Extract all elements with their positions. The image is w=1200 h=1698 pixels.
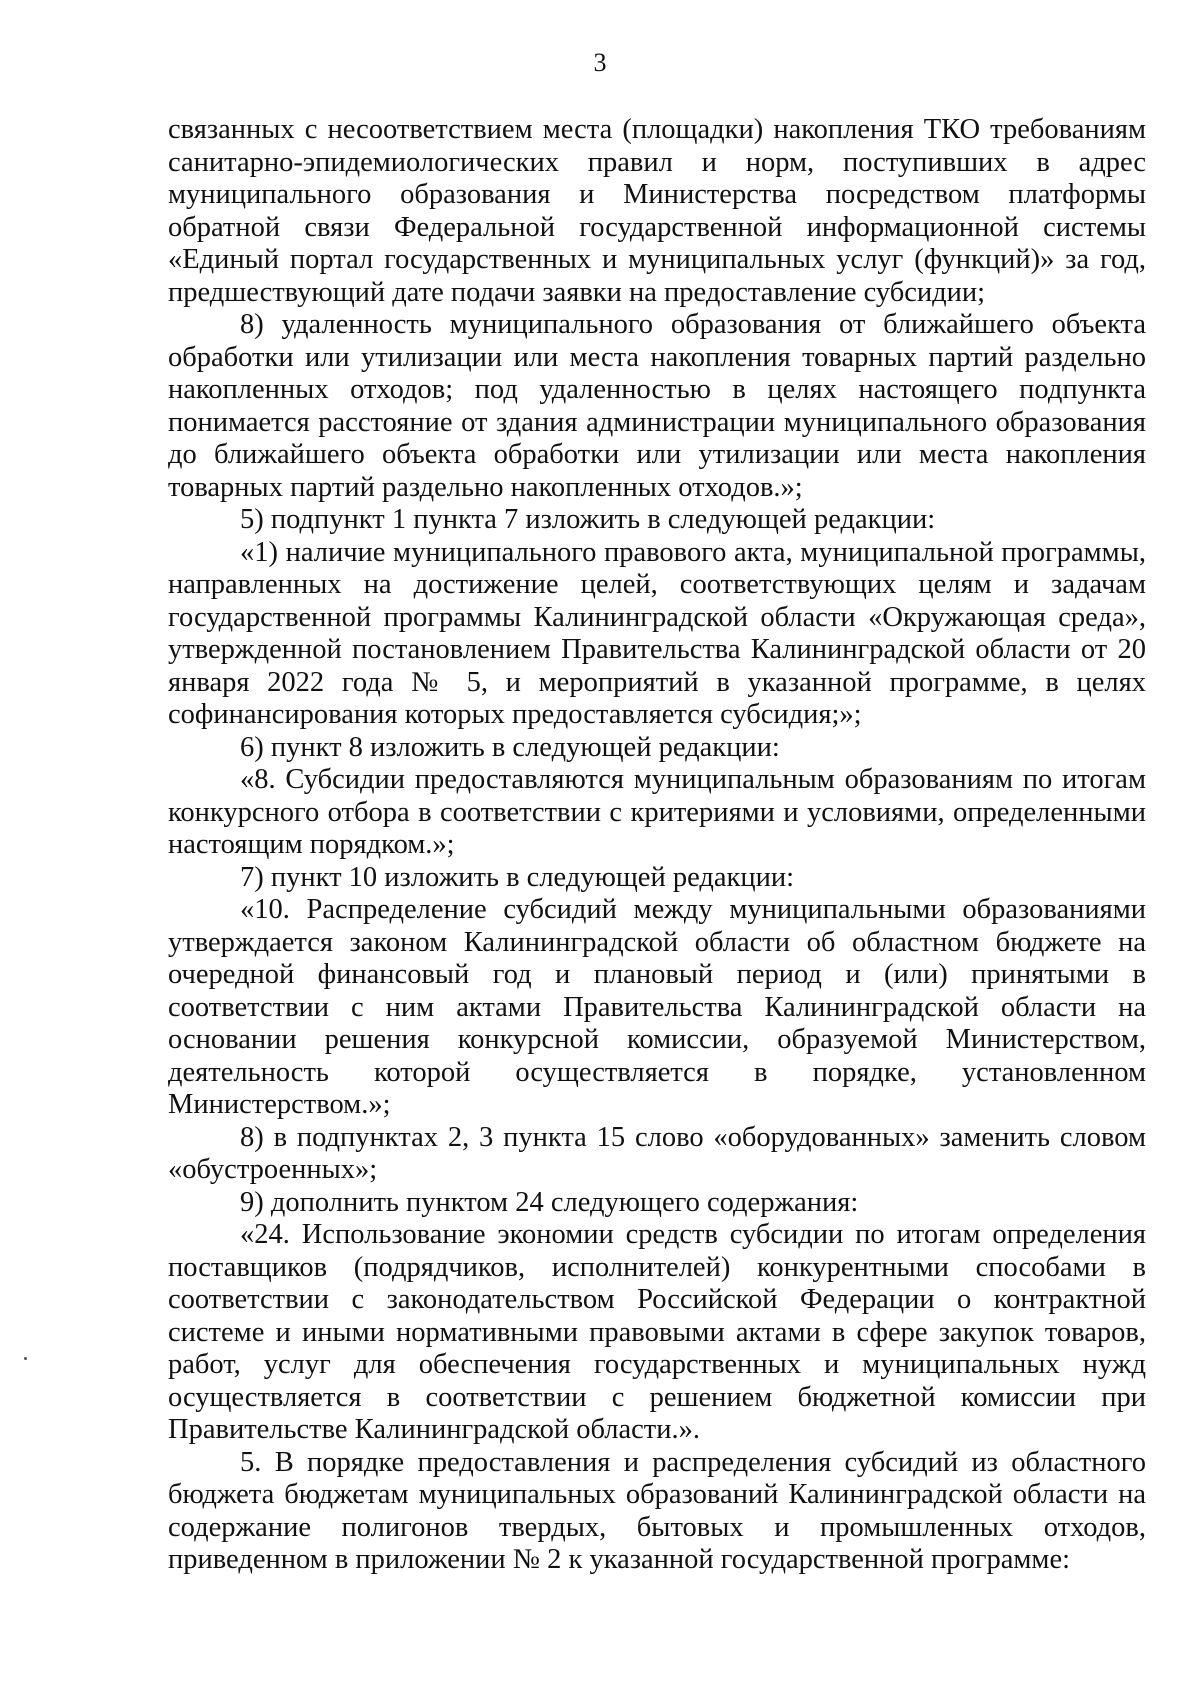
scan-artifact-dot <box>24 1357 27 1360</box>
page-number: 3 <box>593 48 607 77</box>
paragraph: 5) подпункт 1 пункта 7 изложить в следующей редакции: <box>240 504 936 535</box>
paragraph: «8. Субсидии предоставляются муниципальным образованиям по итогам конкурсного отбора в соответствии с критериями и условиями, определенными настоящим порядком.»; <box>168 764 1146 860</box>
paragraph: 8) удаленность муниципального образования от ближайшего объекта обработки или утилизации или места накопления товарных партий раздельно накопленных отходов; под удаленностью в целях настоящего подпункта понимается расстояние от здания администрации муниципального образования до ближайшего объекта обработки или утилизации или места накопления товарных партий раздельно накопленных отходов.»; <box>168 309 1146 503</box>
paragraph: 9) дополнить пунктом 24 следующего содержания: <box>240 1186 859 1218</box>
paragraph: связанных с несоответствием места (площадки) накопления ТКО требованиям санитарно-эпидемиологических правил и норм, поступивших в адрес муниципального образования и Министерства посредством платформы обратной связи Федеральной государственной информационной системы «Единый портал государственных и муниципальных услуг (функций)» за год, предшествующий дате подачи заявки на предоставление субсидии; <box>168 114 1146 308</box>
paragraph: «24. Использование экономии средств субсидии по итогам определения поставщиков (подрядчиков, исполнителей) конкурентными способами в соответствии с законодательством Российской Федерации о контрактной системе и иными нормативными правовыми актами в сфере закупок товаров, работ, услуг для обеспечения государственных и муниципальных нужд осуществляется в соответствии с решением бюджетной комиссии при Правительстве Калининградской области.». <box>168 1219 1146 1445</box>
paragraph: «10. Распределение субсидий между муниципальными образованиями утверждается законом Калининградской области об областном бюджете на очередной финансовый год и плановый период и (или) принятыми в соответствии с ним актами Правительства Калининградской области на основании решения конкурсной комиссии, образуемой Министерством, деятельность которой осуществляется в порядке, установленном Министерством.»; <box>168 894 1146 1120</box>
paragraph: 5. В порядке предоставления и распределения субсидий из областного бюджета бюджетам муниципальных образований Калининградской области на содержание полигонов твердых, бытовых и промышленных отходов, приведенном в приложении № 2 к указанной государственной программе: <box>168 1446 1146 1575</box>
document-body <box>168 114 1146 1577</box>
paragraph: 6) пункт 8 изложить в следующей редакции: <box>240 731 780 763</box>
paragraph: «1) наличие муниципального правового акта, муниципальной программы, направленных на достижение целей, соответствующих целям и задачам государственной программы Калининградской области «Окружающая среда», утвержденной постановлением Правительства Калининградской области от 20 января 2022 года № 5, и мероприятий в указанной программе, в целях софинансирования которых предоставляется субсидия;»; <box>168 536 1146 730</box>
paragraph: 8) в подпунктах 2, 3 пункта 15 слово «оборудованных» заменить словом «обустроенных»; <box>168 1121 1146 1185</box>
paragraph: 7) пункт 10 изложить в следующей редакции: <box>240 861 795 893</box>
